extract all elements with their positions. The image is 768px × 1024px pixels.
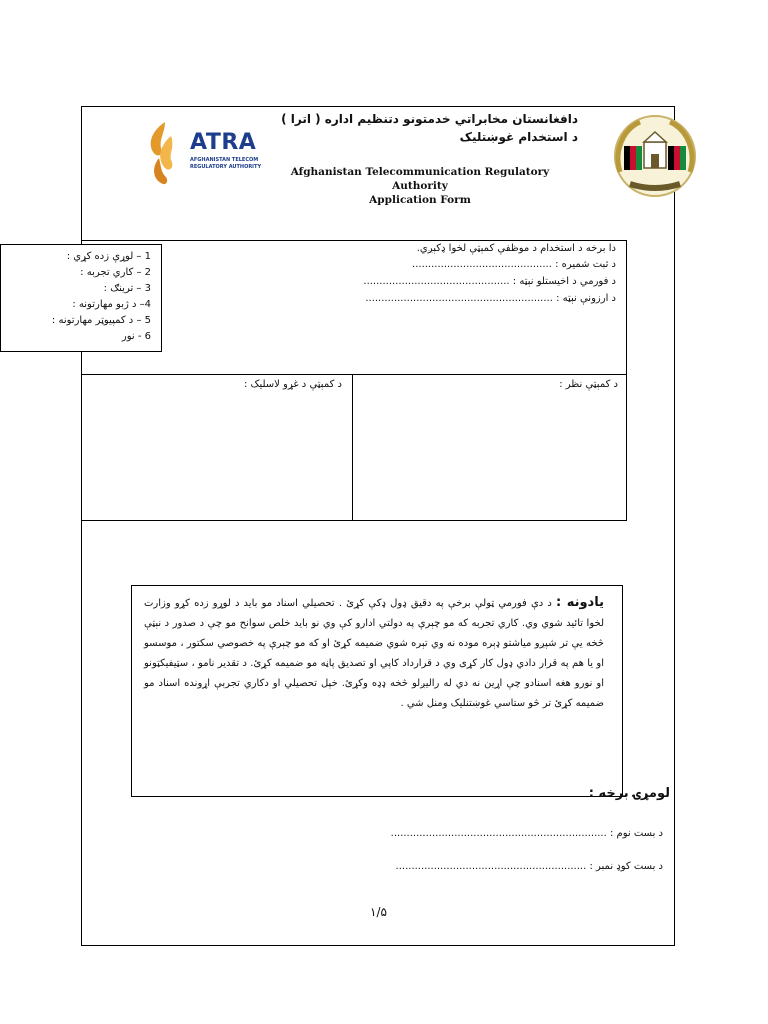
committee-opinion-box <box>81 374 627 521</box>
skill-item: 6 - نور <box>121 331 151 342</box>
skill-item: 3 – ترينګ : <box>103 283 151 294</box>
registration-number-field[interactable]: د ثبت شميره : ............................................ <box>412 259 616 270</box>
atra-flame-icon <box>143 118 193 188</box>
atra-subtitle: AFGHANISTAN TELECOM REGULATORY AUTHORITY <box>190 157 262 170</box>
opinion-divider <box>352 375 353 520</box>
afghanistan-emblem-icon <box>600 112 710 200</box>
header-title-english: Afghanistan Telecommunication Regulatory Authority Application Form <box>290 166 550 206</box>
info-intro: دا برخه د استخدام د موظفې کمېټې لخوا ډکېږي. <box>416 243 616 254</box>
header-title-pashto: دافغانستان مخابراتي خدمتونو دتنظیم اداره ( اترا ) د استخدام غوښتليک <box>281 112 578 144</box>
post-code-field[interactable]: د بست کوډ نمبر : ............................................................ <box>395 861 663 872</box>
submission-date-field[interactable]: د ارزونې نېټه : ........................................................... <box>365 293 616 304</box>
page-number: ۱/۵ <box>370 905 387 919</box>
committee-signature-label: د کمېټې د غړو لاسليک : <box>243 379 342 390</box>
skill-item: 1 – لوړې زده کړي : <box>66 251 151 262</box>
committee-opinion-label: د کمېټې نظر : <box>559 379 618 390</box>
committee-info-box <box>81 240 627 375</box>
skill-item: 4– د ژبو مهارتونه : <box>72 299 151 310</box>
skills-checklist-box <box>0 244 162 352</box>
skill-item: 2 – کاري تجربه : <box>80 267 151 278</box>
note-text <box>144 593 604 714</box>
form-receipt-date-field[interactable]: د فورمي د اخيستلو نېټه : .............................................. <box>363 276 616 287</box>
note-heading: يادونه : <box>556 595 604 610</box>
post-name-field[interactable]: د بست نوم : .................................................................... <box>390 828 663 839</box>
first-section-heading: لومړۍ برخه : <box>588 786 670 801</box>
atra-wordmark: ATRA <box>190 130 257 155</box>
note-body: د دې فورمي ټولې برخې په دقيق ډول ډکې کړئ . تحصيلي اسناد مو بايد د لوړو زده کړو وزارت لخوا تائيد شوي وي. کاري تجربه که مو چېرې په دولتي ادارو کې وي نو بايد خلص سوانح مو چې د صدور د نېټې څخه يې تر شپږو مياشتو ډېره موده نه وي تېره شوي ضميمه کړئ او که مو چېرې په خصوصي سکتور ، موسسو او يا هم په قرار دادي ډول کار کړی وي د قرارداد کاپي او تصديق پاڼه مو ضميمه کړئ. د تقدير نامو ، سټيفيکټونو او نورو هغه اسنادو چې اړين نه دي له راليږلو څخه ډډه وکړئ. خپل تحصيلي او دکاري تجربې اړونده اسناد مو ضميمه کړئ تر څو ستاسي غوښتنليک ومنل شي . <box>144 598 604 709</box>
skill-item: 5 – د کمپيوټر مهارتونه : <box>51 315 151 326</box>
note-box <box>131 585 623 797</box>
page-frame <box>81 106 675 946</box>
